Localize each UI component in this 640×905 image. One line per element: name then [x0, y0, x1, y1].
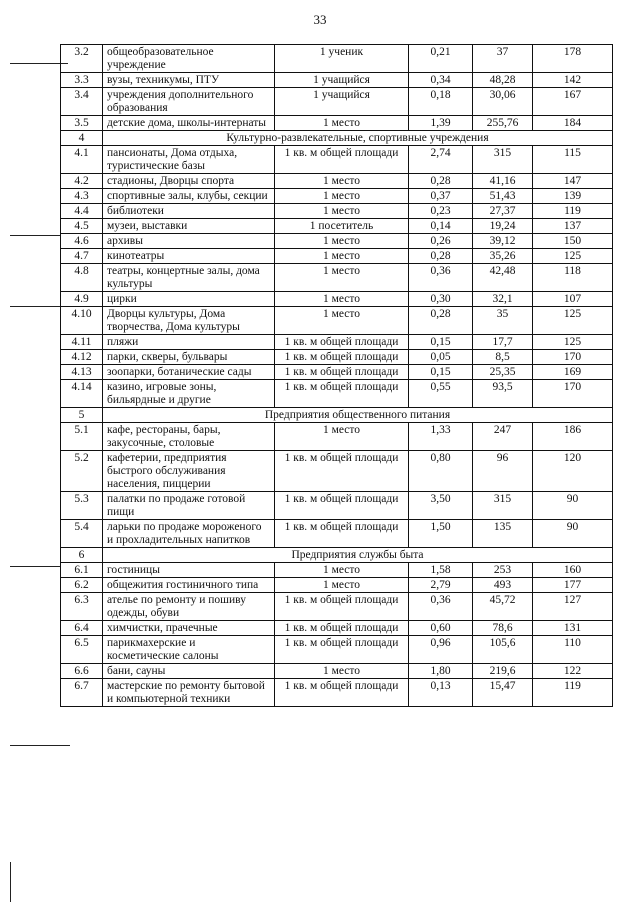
row-number: 4.12	[61, 350, 103, 365]
value-cell: 0,60	[409, 621, 473, 636]
table-row	[61, 621, 613, 636]
table-row	[61, 423, 613, 451]
row-number: 6.6	[61, 664, 103, 679]
unit-of-measure: 1 место	[275, 664, 409, 679]
value-cell: 0,26	[409, 234, 473, 249]
value-cell: 160	[533, 563, 613, 578]
value-cell: 1,58	[409, 563, 473, 578]
table-row	[61, 636, 613, 664]
facility-name: пляжи	[103, 335, 275, 350]
section-row	[61, 408, 613, 423]
table-row	[61, 219, 613, 234]
value-cell: 0,21	[409, 45, 473, 73]
value-cell: 30,06	[473, 88, 533, 116]
value-cell: 0,15	[409, 335, 473, 350]
table-row	[61, 234, 613, 249]
facility-name: стадионы, Дворцы спорта	[103, 174, 275, 189]
facility-name: гостиницы	[103, 563, 275, 578]
value-cell: 1,33	[409, 423, 473, 451]
value-cell: 15,47	[473, 679, 533, 707]
value-cell: 41,16	[473, 174, 533, 189]
table-row	[61, 73, 613, 88]
table-row	[61, 292, 613, 307]
value-cell: 0,28	[409, 174, 473, 189]
row-number: 4.3	[61, 189, 103, 204]
value-cell: 51,43	[473, 189, 533, 204]
value-cell: 0,55	[409, 380, 473, 408]
facility-name: пансионаты, Дома отдыха, туристические базы	[103, 146, 275, 174]
value-cell: 25,35	[473, 365, 533, 380]
value-cell: 8,5	[473, 350, 533, 365]
table-row	[61, 679, 613, 707]
value-cell: 32,1	[473, 292, 533, 307]
value-cell: 90	[533, 492, 613, 520]
value-cell: 0,96	[409, 636, 473, 664]
table-row	[61, 451, 613, 492]
unit-of-measure: 1 место	[275, 264, 409, 292]
row-number: 4.1	[61, 146, 103, 174]
unit-of-measure: 1 место	[275, 292, 409, 307]
value-cell: 0,05	[409, 350, 473, 365]
facility-name: библиотеки	[103, 204, 275, 219]
unit-of-measure: 1 кв. м общей площади	[275, 146, 409, 174]
value-cell: 219,6	[473, 664, 533, 679]
table-row	[61, 204, 613, 219]
row-number: 6.2	[61, 578, 103, 593]
value-cell: 35	[473, 307, 533, 335]
unit-of-measure: 1 кв. м общей площади	[275, 365, 409, 380]
unit-of-measure: 1 кв. м общей площади	[275, 380, 409, 408]
table-row	[61, 365, 613, 380]
table-row	[61, 380, 613, 408]
unit-of-measure: 1 кв. м общей площади	[275, 679, 409, 707]
unit-of-measure: 1 место	[275, 563, 409, 578]
value-cell: 0,23	[409, 204, 473, 219]
facility-name: палатки по продаже готовой пищи	[103, 492, 275, 520]
row-number: 6.4	[61, 621, 103, 636]
table-row	[61, 593, 613, 621]
facility-name: мастерские по ремонту бытовой и компьютерной техники	[103, 679, 275, 707]
value-cell: 17,7	[473, 335, 533, 350]
row-number: 3.3	[61, 73, 103, 88]
value-cell: 1,39	[409, 116, 473, 131]
table-row	[61, 350, 613, 365]
value-cell: 48,28	[473, 73, 533, 88]
row-number: 3.5	[61, 116, 103, 131]
value-cell: 0,34	[409, 73, 473, 88]
table-row	[61, 116, 613, 131]
margin-edge-mark	[10, 862, 11, 902]
value-cell: 0,36	[409, 593, 473, 621]
margin-mark	[10, 306, 60, 307]
table-row	[61, 174, 613, 189]
value-cell: 170	[533, 380, 613, 408]
value-cell: 37	[473, 45, 533, 73]
unit-of-measure: 1 место	[275, 116, 409, 131]
value-cell: 2,74	[409, 146, 473, 174]
unit-of-measure: 1 место	[275, 307, 409, 335]
value-cell: 125	[533, 335, 613, 350]
row-number: 3.2	[61, 45, 103, 73]
facility-name: кафе, рестораны, бары, закусочные, столовые	[103, 423, 275, 451]
value-cell: 169	[533, 365, 613, 380]
page-number: 33	[313, 12, 327, 27]
value-cell: 120	[533, 451, 613, 492]
row-number: 4.7	[61, 249, 103, 264]
margin-mark	[10, 566, 60, 567]
facility-name: Дворцы культуры, Дома творчества, Дома культуры	[103, 307, 275, 335]
row-number: 4.2	[61, 174, 103, 189]
row-number: 4.6	[61, 234, 103, 249]
row-number: 5.4	[61, 520, 103, 548]
row-number: 4.4	[61, 204, 103, 219]
value-cell: 139	[533, 189, 613, 204]
section-row	[61, 131, 613, 146]
value-cell: 167	[533, 88, 613, 116]
value-cell: 493	[473, 578, 533, 593]
facility-name: казино, игровые зоны, бильярдные и другие	[103, 380, 275, 408]
table-row	[61, 520, 613, 548]
value-cell: 178	[533, 45, 613, 73]
unit-of-measure: 1 кв. м общей площади	[275, 335, 409, 350]
unit-of-measure: 1 место	[275, 174, 409, 189]
facility-name: химчистки, прачечные	[103, 621, 275, 636]
value-cell: 110	[533, 636, 613, 664]
unit-of-measure: 1 кв. м общей площади	[275, 520, 409, 548]
value-cell: 0,18	[409, 88, 473, 116]
value-cell: 255,76	[473, 116, 533, 131]
value-cell: 3,50	[409, 492, 473, 520]
table-row	[61, 563, 613, 578]
row-number: 6.3	[61, 593, 103, 621]
value-cell: 0,13	[409, 679, 473, 707]
row-number: 6.5	[61, 636, 103, 664]
row-number: 4.9	[61, 292, 103, 307]
facility-name: кафетерии, предприятия быстрого обслуживания населения, пиццерии	[103, 451, 275, 492]
norms-table	[60, 44, 613, 707]
row-number: 4.5	[61, 219, 103, 234]
table-row	[61, 578, 613, 593]
facility-name: театры, концертные залы, дома культуры	[103, 264, 275, 292]
value-cell: 107	[533, 292, 613, 307]
table-row	[61, 249, 613, 264]
value-cell: 119	[533, 679, 613, 707]
section-number: 4	[61, 131, 103, 146]
value-cell: 39,12	[473, 234, 533, 249]
value-cell: 93,5	[473, 380, 533, 408]
value-cell: 142	[533, 73, 613, 88]
unit-of-measure: 1 кв. м общей площади	[275, 636, 409, 664]
facility-name: архивы	[103, 234, 275, 249]
value-cell: 150	[533, 234, 613, 249]
value-cell: 0,80	[409, 451, 473, 492]
unit-of-measure: 1 место	[275, 189, 409, 204]
unit-of-measure: 1 ученик	[275, 45, 409, 73]
table-row	[61, 189, 613, 204]
unit-of-measure: 1 кв. м общей площади	[275, 451, 409, 492]
value-cell: 0,30	[409, 292, 473, 307]
section-title: Предприятия службы быта	[103, 548, 613, 563]
value-cell: 42,48	[473, 264, 533, 292]
value-cell: 19,24	[473, 219, 533, 234]
value-cell: 177	[533, 578, 613, 593]
unit-of-measure: 1 учащийся	[275, 88, 409, 116]
table-row	[61, 307, 613, 335]
value-cell: 27,37	[473, 204, 533, 219]
value-cell: 118	[533, 264, 613, 292]
facility-name: парки, скверы, бульвары	[103, 350, 275, 365]
value-cell: 186	[533, 423, 613, 451]
value-cell: 135	[473, 520, 533, 548]
margin-mark	[10, 745, 70, 746]
facility-name: детские дома, школы-интернаты	[103, 116, 275, 131]
value-cell: 184	[533, 116, 613, 131]
table-row	[61, 492, 613, 520]
unit-of-measure: 1 учащийся	[275, 73, 409, 88]
unit-of-measure: 1 место	[275, 423, 409, 451]
value-cell: 78,6	[473, 621, 533, 636]
value-cell: 253	[473, 563, 533, 578]
value-cell: 131	[533, 621, 613, 636]
section-number: 5	[61, 408, 103, 423]
table-row	[61, 146, 613, 174]
row-number: 4.8	[61, 264, 103, 292]
facility-name: зоопарки, ботанические сады	[103, 365, 275, 380]
value-cell: 1,50	[409, 520, 473, 548]
row-number: 4.10	[61, 307, 103, 335]
facility-name: бани, сауны	[103, 664, 275, 679]
row-number: 4.11	[61, 335, 103, 350]
facility-name: ателье по ремонту и пошиву одежды, обуви	[103, 593, 275, 621]
row-number: 5.2	[61, 451, 103, 492]
value-cell: 125	[533, 249, 613, 264]
value-cell: 105,6	[473, 636, 533, 664]
facility-name: общежития гостиничного типа	[103, 578, 275, 593]
value-cell: 315	[473, 146, 533, 174]
facility-name: цирки	[103, 292, 275, 307]
unit-of-measure: 1 кв. м общей площади	[275, 593, 409, 621]
value-cell: 119	[533, 204, 613, 219]
value-cell: 0,36	[409, 264, 473, 292]
value-cell: 125	[533, 307, 613, 335]
value-cell: 0,14	[409, 219, 473, 234]
value-cell: 147	[533, 174, 613, 189]
row-number: 5.3	[61, 492, 103, 520]
unit-of-measure: 1 место	[275, 249, 409, 264]
section-title: Предприятия общественного питания	[103, 408, 613, 423]
facility-name: вузы, техникумы, ПТУ	[103, 73, 275, 88]
value-cell: 0,37	[409, 189, 473, 204]
row-number: 4.13	[61, 365, 103, 380]
section-row	[61, 548, 613, 563]
section-title: Культурно-развлекательные, спортивные учреждения	[103, 131, 613, 146]
facility-name: кинотеатры	[103, 249, 275, 264]
norms-table-body	[61, 45, 613, 707]
unit-of-measure: 1 место	[275, 204, 409, 219]
facility-name: ларьки по продаже мороженого и прохладительных напитков	[103, 520, 275, 548]
value-cell: 1,80	[409, 664, 473, 679]
value-cell: 170	[533, 350, 613, 365]
table-row	[61, 264, 613, 292]
value-cell: 247	[473, 423, 533, 451]
value-cell: 0,15	[409, 365, 473, 380]
table-row	[61, 88, 613, 116]
value-cell: 122	[533, 664, 613, 679]
unit-of-measure: 1 место	[275, 234, 409, 249]
value-cell: 35,26	[473, 249, 533, 264]
row-number: 4.14	[61, 380, 103, 408]
facility-name: музеи, выставки	[103, 219, 275, 234]
value-cell: 315	[473, 492, 533, 520]
unit-of-measure: 1 посетитель	[275, 219, 409, 234]
value-cell: 127	[533, 593, 613, 621]
row-number: 5.1	[61, 423, 103, 451]
row-number: 6.1	[61, 563, 103, 578]
value-cell: 45,72	[473, 593, 533, 621]
value-cell: 2,79	[409, 578, 473, 593]
value-cell: 115	[533, 146, 613, 174]
value-cell: 137	[533, 219, 613, 234]
facility-name: учреждения дополнительного образования	[103, 88, 275, 116]
value-cell: 0,28	[409, 307, 473, 335]
value-cell: 96	[473, 451, 533, 492]
table-row	[61, 45, 613, 73]
section-number: 6	[61, 548, 103, 563]
facility-name: спортивные залы, клубы, секции	[103, 189, 275, 204]
row-number: 6.7	[61, 679, 103, 707]
margin-mark	[10, 235, 60, 236]
value-cell: 90	[533, 520, 613, 548]
unit-of-measure: 1 кв. м общей площади	[275, 621, 409, 636]
facility-name: общеобразовательное учреждение	[103, 45, 275, 73]
row-number: 3.4	[61, 88, 103, 116]
facility-name: парикмахерские и косметические салоны	[103, 636, 275, 664]
table-row	[61, 664, 613, 679]
value-cell: 0,28	[409, 249, 473, 264]
table-row	[61, 335, 613, 350]
unit-of-measure: 1 место	[275, 578, 409, 593]
unit-of-measure: 1 кв. м общей площади	[275, 350, 409, 365]
unit-of-measure: 1 кв. м общей площади	[275, 492, 409, 520]
